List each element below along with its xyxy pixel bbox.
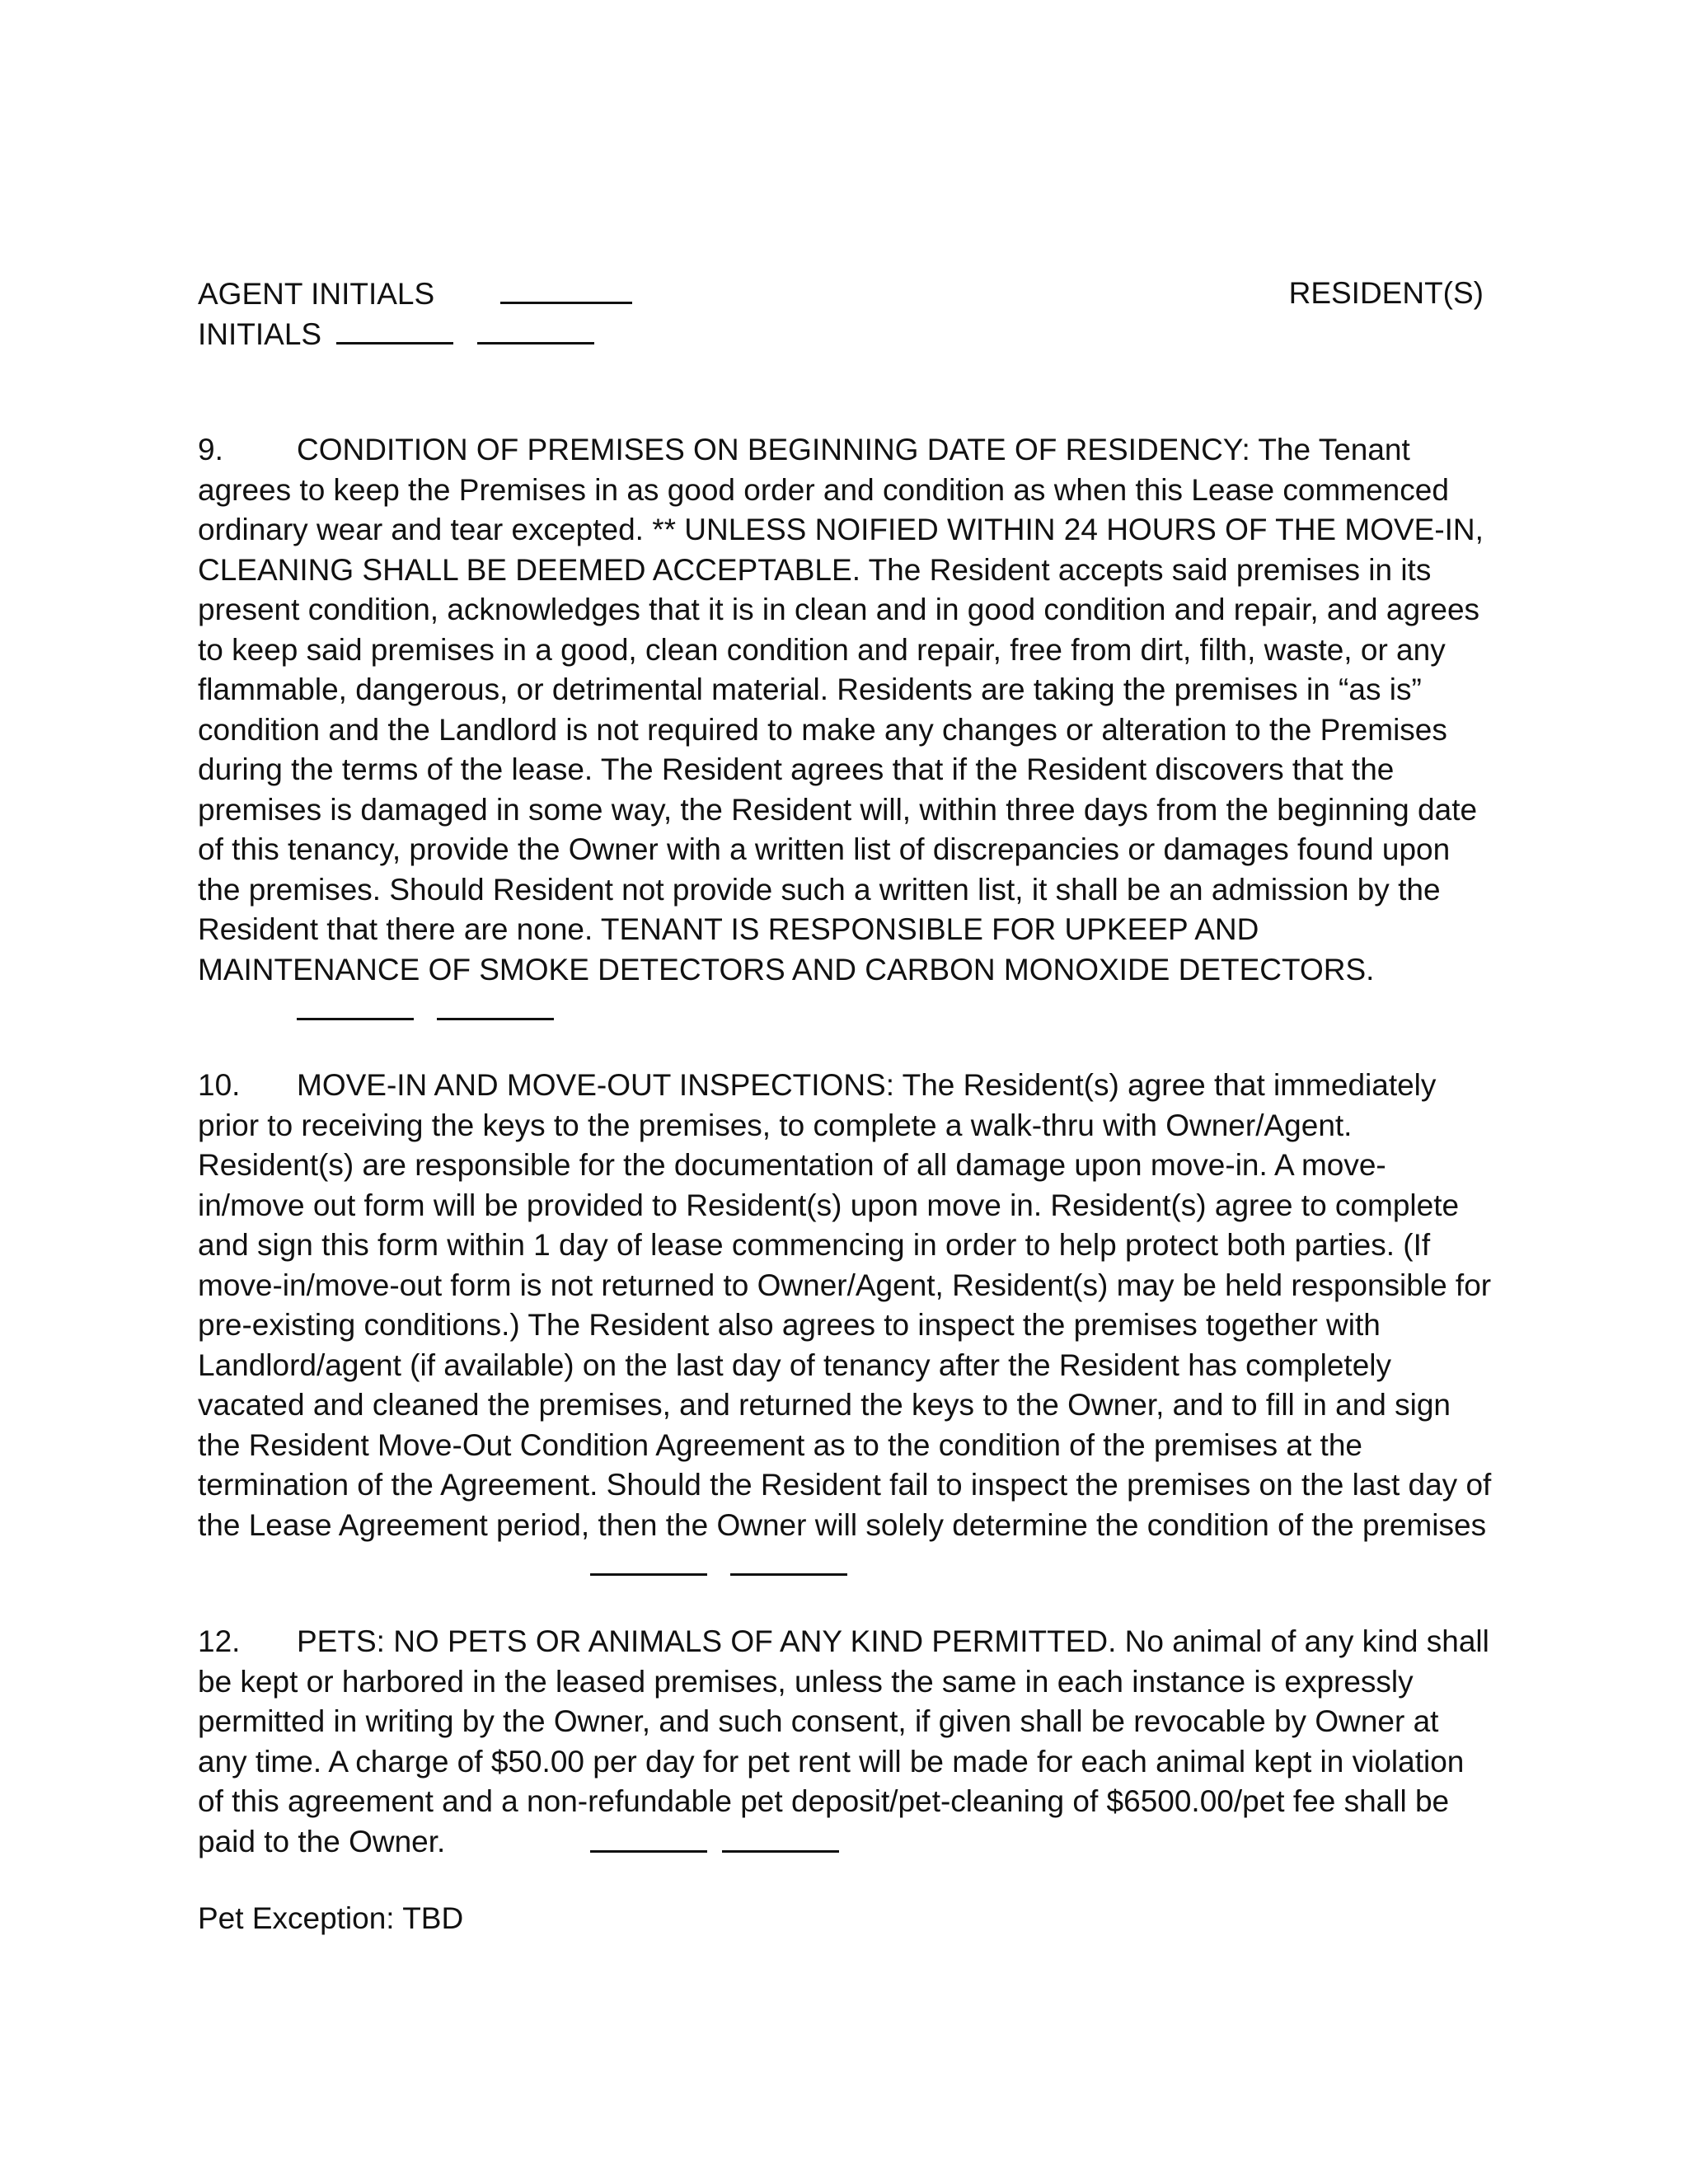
section-line: termination of the Agreement. Should the Resident fail to inspect the premises on the last day of: [198, 1468, 1492, 1502]
section-12-pets: [198, 1622, 1489, 1862]
section-9-condition-of-premises: [198, 430, 1484, 1030]
section-line: agrees to keep the Premises in as good order and condition as when this Lease commenced: [198, 472, 1449, 507]
agent-initials-line: [500, 274, 632, 304]
resident-initials-line-2: [477, 314, 594, 344]
section-number: 10.: [198, 1068, 241, 1102]
section-number: 12.: [198, 1624, 241, 1658]
section-line: flammable, dangerous, or detrimental material. Residents are taking the premises in “as is”: [198, 673, 1422, 706]
section-line: and sign this form within 1 day of lease commencing in order to help protect both parties. (If: [198, 1228, 1431, 1262]
section-line: in/move out form will be provided to Resident(s) upon move in. Resident(s) agree to complete: [198, 1188, 1460, 1222]
section-line: the Lease Agreement period, then the Owner will solely determine the condition of the premises: [198, 1507, 1487, 1542]
section-line: the premises. Should Resident not provide such a written list, it shall be an admission by the: [198, 872, 1441, 907]
initials-line-1: [590, 1822, 707, 1853]
section-line: condition and the Landlord is not required to make any changes or alteration to the Premises: [198, 712, 1447, 747]
initials-line-2: [730, 1545, 847, 1576]
initials-label: INITIALS: [198, 316, 322, 351]
section-line: pre-existing conditions.) The Resident also agrees to inspect the premises together with: [198, 1308, 1381, 1342]
section-line: to keep said premises in a good, clean condition and repair, free from dirt, filth, waste, or any: [198, 632, 1446, 667]
section-line: present condition, acknowledges that it is in clean and in good condition and repair, and agrees: [198, 593, 1480, 626]
section-line: premises is damaged in some way, the Resident will, within three days from the beginning date: [198, 792, 1478, 827]
section-line: be kept or harbored in the leased premises, unless the same in each instance is expressly: [198, 1664, 1414, 1699]
initials-lines: [198, 1545, 1484, 1586]
section-line: Resident(s) are responsible for the documentation of all damage upon move-in. A move-: [198, 1148, 1386, 1182]
section-line: prior to receiving the keys to the premises, to complete a walk-thru with Owner/Agent.: [198, 1108, 1353, 1142]
section-line: Resident that there are none. TENANT IS RESPONSIBLE FOR UPKEEP AND: [198, 912, 1259, 946]
initials-line-1: [297, 990, 414, 1020]
section-line: during the terms of the lease. The Resident agrees that if the Resident discovers that the: [198, 752, 1395, 786]
section-line: CONDITION OF PREMISES ON BEGINNING DATE OF RESIDENCY: The Tenant: [297, 433, 1410, 466]
section-line: Landlord/agent (if available) on the last day of tenancy after the Resident has completely: [198, 1347, 1391, 1382]
section-line: ordinary wear and tear excepted. ** UNLESS NOIFIED WITHIN 24 HOURS OF THE MOVE-IN,: [198, 513, 1484, 546]
section-line: MOVE-IN AND MOVE-OUT INSPECTIONS: The Resident(s) agree that immediately: [297, 1068, 1437, 1102]
section-line: paid to the Owner.: [198, 1824, 446, 1858]
initials-lines: [198, 990, 1484, 1030]
section-line: MAINTENANCE OF SMOKE DETECTORS AND CARBON MONOXIDE DETECTORS.: [198, 952, 1375, 987]
initials-line-1: [590, 1545, 707, 1576]
initials-line-2: [722, 1822, 839, 1853]
initials-header: [198, 274, 1484, 354]
section-number: 9.: [198, 433, 223, 466]
section-line: permitted in writing by the Owner, and such consent, if given shall be revocable by Owner at: [198, 1704, 1439, 1738]
section-line: of this agreement and a non-refundable pet deposit/pet-cleaning of $6500.00/pet fee shall be: [198, 1784, 1450, 1818]
agent-initials-label: AGENT INITIALS: [198, 277, 435, 311]
residents-label: RESIDENT(S): [1288, 276, 1484, 310]
section-line: PETS: NO PETS OR ANIMALS OF ANY KIND PERMITTED. No animal of any kind shall: [297, 1624, 1489, 1658]
section-line: CLEANING SHALL BE DEEMED ACCEPTABLE. The Resident accepts said premises in its: [198, 552, 1432, 587]
resident-initials-line-1: [336, 314, 453, 344]
pet-exception-text: Pet Exception: TBD: [198, 1901, 464, 1935]
initials-line-2: [437, 990, 554, 1020]
section-10-inspections: [198, 1066, 1492, 1586]
section-line: the Resident Move-Out Condition Agreement as to the condition of the premises at the: [198, 1427, 1362, 1462]
section-line: of this tenancy, provide the Owner with a written list of discrepancies or damages found upon: [198, 832, 1451, 866]
section-line: vacated and cleaned the premises, and returned the keys to the Owner, and to fill in and sign: [198, 1388, 1451, 1422]
section-line: move-in/move-out form is not returned to Owner/Agent, Resident(s) may be held responsible for: [198, 1268, 1492, 1302]
pet-exception: [198, 1899, 1484, 1939]
section-line: any time. A charge of $50.00 per day for pet rent will be made for each animal kept in violation: [198, 1744, 1465, 1779]
